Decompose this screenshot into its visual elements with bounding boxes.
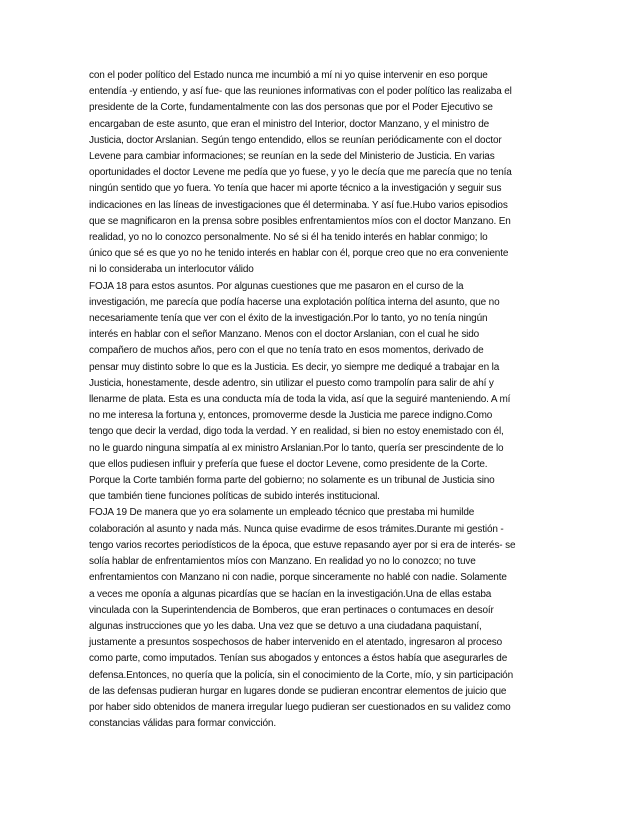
text-line: solía hablar de enfrentamientos míos con Manzano. En realidad yo no lo conozco; no tuve: [89, 556, 476, 568]
text-line: llenarme de plata. Esta es una conducta mía de toda la vida, así que la seguiré manteniendo. A mí: [89, 394, 511, 406]
text-line: Justicia, honestamente, desde adentro, sin utilizar el puesto como trampolín para salir de ahí y: [89, 377, 494, 389]
text-line: compañero de muchos años, pero con el que no tenía trato en esos momentos, derivado de: [89, 345, 484, 357]
text-line: colaboración al asunto y nada más. Nunca quise evadirme de esos trámites.Durante mi gestión -: [89, 523, 504, 535]
text-line: algunas instrucciones que yo les daba. Una vez que se detuvo a una ciudadana paquistaní,: [89, 620, 482, 632]
text-line: realidad, yo no lo conozco personalmente. No sé si él ha tenido interés en hablar conmigo; lo: [89, 232, 488, 244]
text-line: indicaciones en las líneas de investigaciones que él determinaba. Y así fue.Hubo varios episodios: [89, 199, 508, 211]
text-line: pensar muy distinto sobre lo que es la Justicia. Es decir, yo siempre me dediqué a trabajar en la: [89, 361, 500, 373]
text-line: encargaban de este asunto, que eran el ministro del Interior, doctor Manzano, y el ministro de: [89, 118, 490, 130]
text-line: defensa.Entonces, no quería que la policía, sin el conocimiento de la Corte, mío, y sin participación: [89, 669, 513, 681]
text-line: ni lo consideraba un interlocutor válido: [89, 264, 254, 276]
text-line: tengo varios recortes periodísticos de la época, que estuve repasando ayer por si era de interés- se: [89, 539, 516, 551]
text-line: no me interesa la fortuna y, entonces, promoverme desde la Justicia me parece indigno.Como: [89, 410, 493, 422]
text-line: entendía -y entiendo, y así fue- que las reuniones informativas con el poder político las realizaba el: [89, 86, 512, 98]
document-body: [89, 68, 559, 732]
text-line: Justicia, doctor Arslanian. Según tengo entendido, ellos se reunían periódicamente con el doctor: [89, 134, 502, 146]
text-line: a veces me oponía a algunas picardías que se hacían en la investigación.Una de ellas estaba: [89, 588, 492, 600]
text-line: presidente de la Corte, fundamentalmente con las dos personas que por el Poder Ejecutivo se: [89, 102, 493, 114]
text-line: interés en hablar con el señor Manzano. Menos con el doctor Arslanian, con el cual he sido: [89, 329, 480, 341]
text-line: tengo que decir la verdad, digo toda la verdad. Y en realidad, si bien no estoy enemistado con él,: [89, 426, 504, 438]
text-line: constancias válidas para formar convicción.: [89, 718, 276, 730]
text-line: Levene para cambiar informaciones; se reunían en la sede del Ministerio de Justicia. En varias: [89, 151, 495, 163]
text-line: ningún sentido que yo fuera. Yo tenía que hacer mi aporte técnico a la investigación y seguir sus: [89, 183, 502, 195]
text-line: de las defensas pudieran hurgar en lugares donde se pudieran encontrar elementos de juicio que: [89, 685, 507, 697]
text-line: que ellos pudiesen influir y prefería que fuese el doctor Levene, como presidente de la Corte.: [89, 458, 488, 470]
text-line: investigación, me parecía que podía hacerse una explotación política interna del asunto, que no: [89, 296, 500, 308]
text-line: único que sé es que yo no he tenido interés en hablar con él, porque creo que no era conveniente: [89, 248, 509, 260]
text-line: enfrentamientos con Manzano ni con nadie, porque sinceramente no hablé con nadie. Solamente: [89, 572, 507, 584]
text-line: vinculada con la Superintendencia de Bomberos, que eran pertinaces o contumaces en desoír: [89, 604, 494, 616]
text-line: oportunidades el doctor Levene me pedía que yo fuese, y yo le decía que me parecía que no tenía: [89, 167, 512, 179]
text-line: por haber sido obtenidos de manera irregular luego pudieran ser cuestionados en su validez como: [89, 701, 511, 713]
text-line: FOJA 18 para estos asuntos. Por algunas cuestiones que me pasaron en el curso de la: [89, 280, 464, 292]
text-line: FOJA 19 De manera que yo era solamente un empleado técnico que prestaba mi humilde: [89, 507, 475, 519]
text-line: que también tiene funciones políticas de subido interés institucional.: [89, 491, 380, 503]
text-line: como parte, como imputados. Tenían sus abogados y entonces a éstos había que asegurarles de: [89, 653, 508, 665]
text-line: con el poder político del Estado nunca me incumbió a mí ni yo quise intervenir en eso porque: [89, 70, 488, 81]
text-line: justamente a presuntos sospechosos de haber intervenido en el atentado, ingresaron al proceso: [89, 637, 502, 649]
text-line: que se magnificaron en la prensa sobre posibles enfrentamientos míos con el doctor Manzano. En: [89, 215, 511, 227]
text-line: Porque la Corte también forma parte del gobierno; no solamente es un tribunal de Justicia sino: [89, 475, 495, 487]
text-line: no le guardo ninguna simpatía al ex ministro Arslanian.Por lo tanto, quería ser prescindente de lo: [89, 442, 504, 454]
text-line: necesariamente tenía que ver con el éxito de la investigación.Por lo tanto, yo no tenía ningún: [89, 313, 488, 325]
